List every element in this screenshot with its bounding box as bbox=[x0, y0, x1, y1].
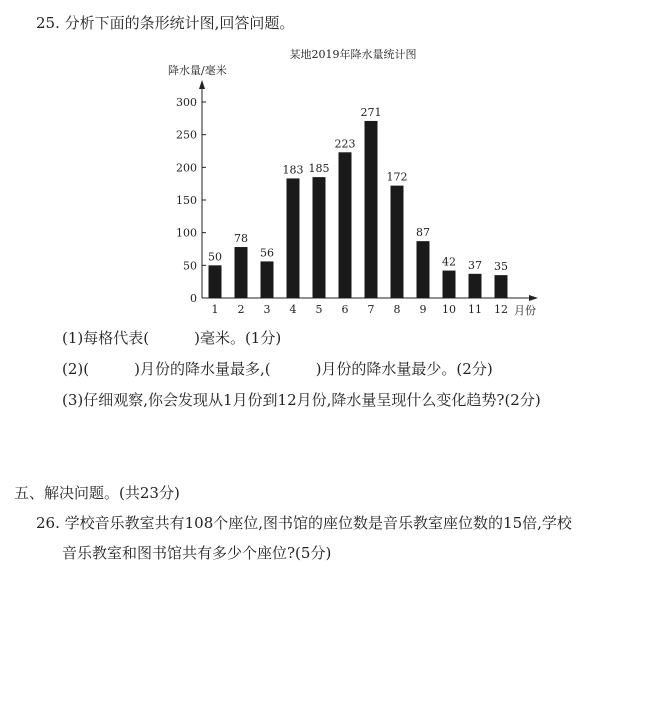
x-tick-label: 8 bbox=[393, 303, 401, 316]
section-5-heading: 五、解决问题。(共23分) bbox=[14, 484, 180, 502]
bar-value-label: 37 bbox=[468, 258, 482, 272]
question-25-heading: 25. 分析下面的条形统计图,回答问题。 bbox=[36, 14, 295, 32]
bar-value-label: 185 bbox=[308, 162, 330, 176]
x-tick-label: 4 bbox=[289, 303, 297, 316]
question-26-line-2: 音乐教室和图书馆共有多少个座位?(5分) bbox=[62, 544, 332, 562]
y-axis-arrow bbox=[199, 80, 205, 89]
y-tick-label: 50 bbox=[183, 259, 197, 273]
x-tick-label: 1 bbox=[211, 303, 219, 316]
bar-value-label: 172 bbox=[386, 170, 408, 184]
bar-value-label: 271 bbox=[360, 105, 382, 119]
x-tick-label: 2 bbox=[237, 303, 245, 316]
bar-value-label: 35 bbox=[494, 260, 508, 274]
bar bbox=[417, 241, 430, 298]
y-tick-label: 300 bbox=[176, 96, 197, 109]
x-tick-label: 3 bbox=[263, 303, 271, 316]
bar bbox=[391, 186, 404, 298]
x-tick-label: 5 bbox=[315, 303, 323, 316]
question-25-part-1: (1)每格代表( )毫米。(1分) bbox=[62, 329, 282, 347]
bar bbox=[287, 178, 300, 298]
x-tick-label: 11 bbox=[468, 303, 482, 316]
x-axis-label: 月份 bbox=[514, 304, 536, 317]
x-axis-arrow bbox=[529, 295, 538, 301]
bar-value-label: 223 bbox=[334, 137, 356, 151]
bar bbox=[313, 177, 326, 298]
bar bbox=[495, 275, 508, 298]
bar bbox=[235, 247, 248, 298]
x-tick-label: 6 bbox=[341, 303, 349, 316]
bar-value-label: 78 bbox=[234, 232, 248, 246]
y-tick-label: 150 bbox=[176, 194, 197, 207]
question-25-part-2: (2)( )月份的降水量最多,( )月份的降水量最少。(2分) bbox=[62, 360, 493, 378]
bar bbox=[339, 152, 352, 298]
y-axis-label: 降水量/毫米 bbox=[168, 64, 227, 77]
rainfall-bar-chart bbox=[160, 40, 560, 320]
question-26-line-1: 26. 学校音乐教室共有108个座位,图书馆的座位数是音乐教室座位数的15倍,学校 bbox=[36, 514, 572, 532]
bar bbox=[365, 121, 378, 298]
x-tick-label: 7 bbox=[367, 303, 375, 316]
y-tick-label: 0 bbox=[190, 292, 197, 305]
chart-svg bbox=[160, 40, 560, 320]
x-tick-label: 10 bbox=[442, 303, 456, 316]
x-tick-label: 9 bbox=[419, 303, 427, 316]
question-25-part-3: (3)仔细观察,你会发现从1月份到12月份,降水量呈现什么变化趋势?(2分) bbox=[62, 391, 541, 409]
bar bbox=[469, 274, 482, 298]
bar bbox=[261, 261, 274, 298]
bar-value-label: 56 bbox=[260, 246, 274, 260]
x-tick-label: 12 bbox=[494, 303, 508, 316]
bar-value-label: 87 bbox=[416, 226, 430, 240]
y-tick-label: 200 bbox=[176, 161, 197, 175]
bar-value-label: 183 bbox=[282, 163, 304, 177]
bar-value-label: 50 bbox=[208, 250, 222, 264]
y-tick-label: 250 bbox=[176, 128, 197, 142]
bar bbox=[209, 265, 222, 298]
bar bbox=[443, 271, 456, 298]
chart-title: 某地2019年降水量统计图 bbox=[289, 48, 417, 61]
y-tick-label: 100 bbox=[176, 226, 197, 240]
bar-value-label: 42 bbox=[442, 255, 456, 269]
